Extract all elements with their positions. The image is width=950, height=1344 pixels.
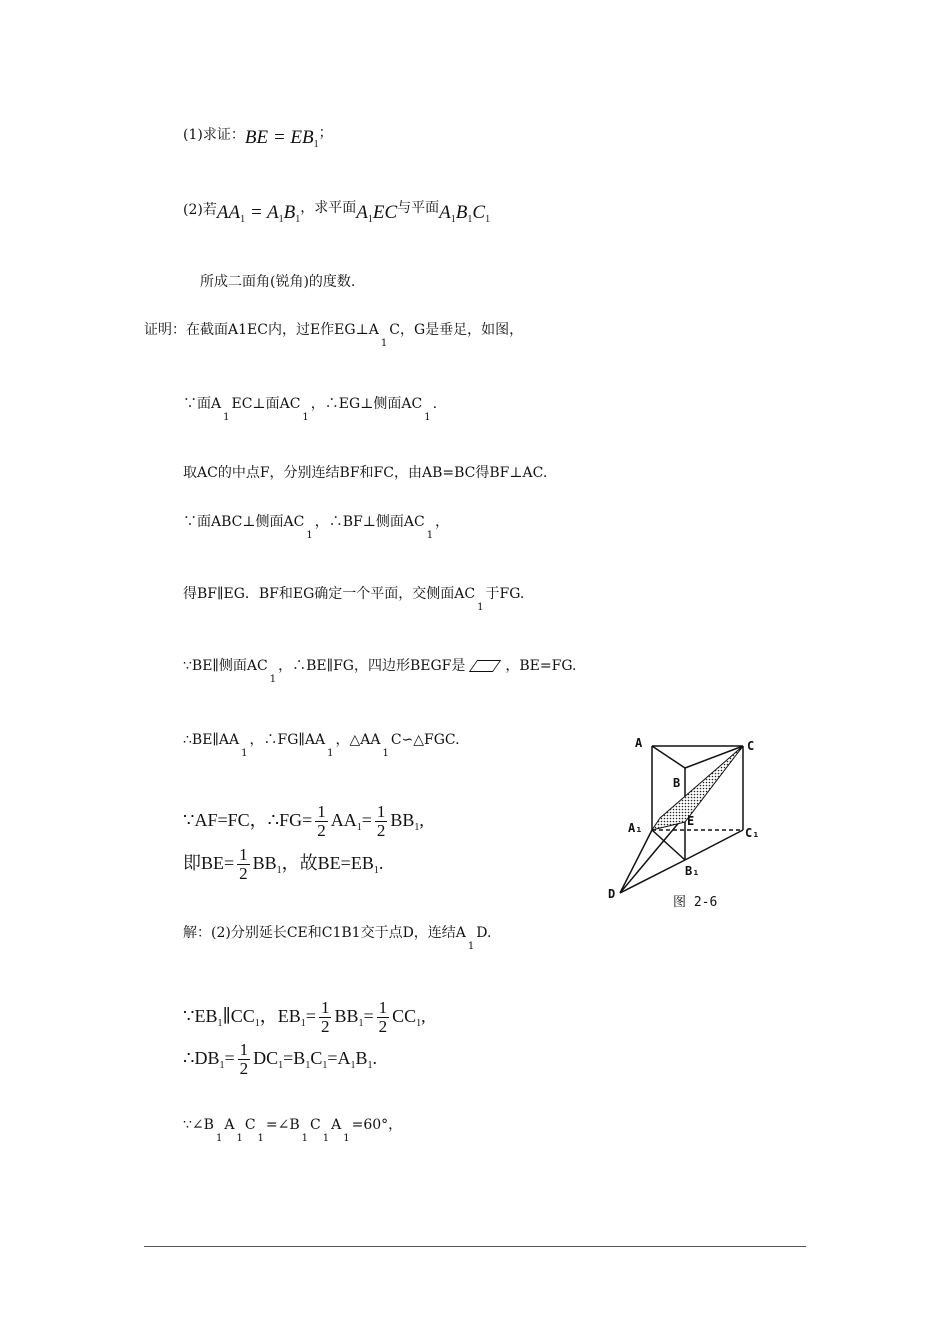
- proof-line-1: 证明：在截面A1EC内，过E作$EG\perp A_1C$，G是垂足，如图，: [144, 322, 524, 349]
- proof-line-2: ∵面$A_1EC\perp$面$AC_1$，∴EG⊥侧面$AC_1$.: [183, 396, 438, 423]
- label-b: B: [673, 776, 681, 790]
- label-a: A: [635, 736, 643, 750]
- proof-line-3: 取AC的中点F，分别连结BF和FC，由AB=BC得BF⊥AC.: [183, 465, 548, 481]
- fraction-half: $\frac{1}{2}$: [239, 1040, 249, 1079]
- plane2: $A_1B_1C_1$: [439, 202, 491, 225]
- shaded-section: [652, 746, 743, 830]
- figure-caption: 图 2-6: [673, 895, 718, 910]
- parallelogram-symbol: [469, 660, 501, 672]
- solution-line-2: $\because\angle B_1A_1C_1=\angle B_1C_1A_1=60^\circ$，: [183, 1117, 403, 1144]
- proof-line-6: ∵BE∥侧面$AC_1$，∴BE∥FG，四边形BEGF是 ，BE=FG.: [183, 658, 577, 685]
- proof-formula-1: ∵AF=FC，∴FG= $\frac{1}{2}$ $AA_1=$ $\frac{1}{2}$ $BB_1$,: [183, 802, 424, 841]
- footer-rule: [144, 1246, 806, 1247]
- label-e: E: [687, 814, 695, 828]
- part2-continuation: 所成二面角(锐角)的度数.: [200, 274, 356, 290]
- fraction-half: $\frac{1}{2}$: [378, 998, 388, 1037]
- label-b1: B₁: [685, 864, 700, 878]
- fraction-half: $\frac{1}{2}$: [376, 802, 386, 841]
- proof-line-4: ∵面ABC⊥侧面$AC_1$，∴BF⊥侧面$AC_1$，: [183, 514, 450, 541]
- part2-line: (2)若$AA_1 = A_1B_1$，求平面$A_1EC$与平面$A_1B_1C_1$: [183, 200, 491, 225]
- solution-line-1: 解：(2)分别延长CE和C1B1交于点D，连结$A_1D$.: [183, 925, 492, 952]
- part2-eq: $AA_1 = A_1B_1$: [216, 202, 301, 225]
- fraction-half: $\frac{1}{2}$: [320, 998, 330, 1037]
- solution-formula-2: $\therefore DB_1=$ $\frac{1}{2}$ $DC_1=B_1C_1=A_1B_1$.: [183, 1040, 377, 1079]
- label-c1: C₁: [745, 826, 760, 840]
- part1-label: (1)求证：: [183, 127, 245, 143]
- label-a1: A₁: [628, 821, 643, 835]
- proof-line-7: $\therefore BE\parallel AA_1$，$\therefore FG\parallel AA_1$，$\triangle AA_1C∽\triangle FGC$.: [183, 732, 460, 759]
- label-c: C: [747, 739, 755, 753]
- proof-formula-2: 即BE= $\frac{1}{2}$ $BB_1$，故$BE=EB_1$.: [183, 845, 384, 884]
- fraction-half: $\frac{1}{2}$: [239, 845, 248, 884]
- solution-formula-1: $\because EB_1\parallel CC_1$，$EB_1=$ $\frac{1}{2}$ $BB_1=$ $\frac{1}{2}$ $CC_1$,: [183, 998, 426, 1037]
- fraction-half: $\frac{1}{2}$: [317, 802, 326, 841]
- label-d: D: [608, 887, 616, 901]
- part1-eq: BE = $EB_1$: [244, 127, 319, 150]
- proof-line-5: 得BF∥EG．BF和EG确定一个平面，交侧面$AC_1$于FG.: [183, 586, 525, 613]
- plane1: $A_1EC$: [356, 202, 398, 225]
- part1-line: (1)求证：BE = $EB_1$；: [183, 125, 333, 150]
- prism-figure: [600, 730, 780, 915]
